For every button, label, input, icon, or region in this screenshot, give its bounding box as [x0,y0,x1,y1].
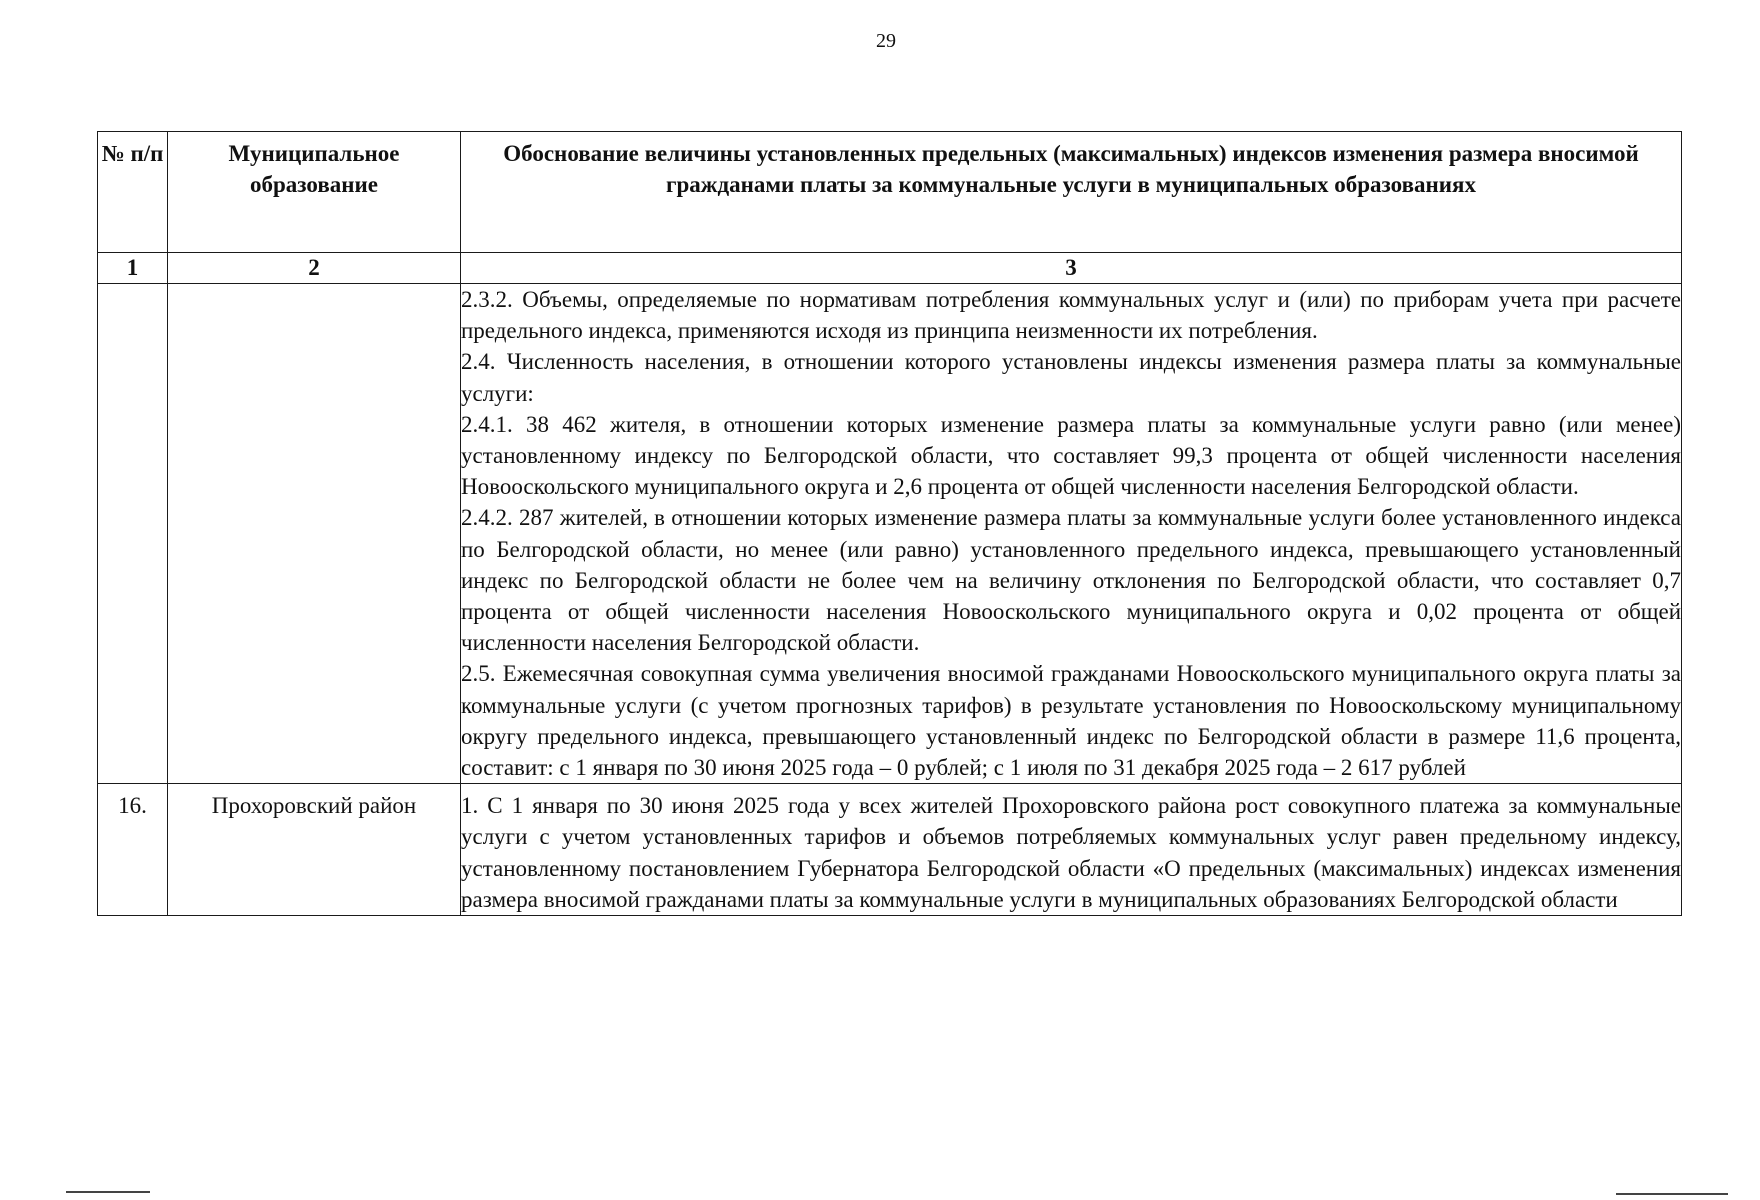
header-municipality: Муниципальное образование [168,132,461,253]
table-row [98,284,1682,784]
table-header-row [98,132,1682,253]
justification-table [97,131,1682,916]
column-index-1: 1 [98,253,168,284]
row-justification [461,284,1682,784]
page-number: 29 [876,30,896,52]
row-municipality [168,284,461,784]
row-number: 16. [98,784,168,916]
header-number: № п/п [98,132,168,253]
column-index-3: 3 [461,253,1682,284]
column-index-row [98,253,1682,284]
paragraph: 2.4.2. 287 жителей, в отношении которых изменение размера платы за коммунальные услуги более установленного индекса по Белгородской области, но менее (или равно) установленного предельного индекса, превышающего установленный индекс по Белгородской области не более чем на величину отклонения по Белгородской области, что составляет 0,7 процента от общей численности населения Новооскольского муниципального округа и 0,02 процента от общей численности населения Белгородской области. [461,505,1681,656]
scan-edge-line-right [1616,1193,1728,1195]
paragraph: 1. С 1 января по 30 июня 2025 года у всех жителей Прохоровского района рост совокупного платежа за коммунальные услуги с учетом установленных тарифов и объемов потребляемых коммунальных услуг равен предельному индексу, установленному постановлением Губернатора Белгородской области «О предельных (максимальных) индексах изменения размера вносимой гражданами платы за коммунальные услуги в муниципальных образованиях Белгородской области [461,793,1681,912]
paragraph: 2.3.2. Объемы, определяемые по нормативам потребления коммунальных услуг и (или) по приборам учета при расчете предельного индекса, применяются исходя из принципа неизменности их потребления. [461,287,1681,344]
row-municipality: Прохоровский район [168,784,461,916]
row-justification [461,784,1682,916]
paragraph: 2.4. Численность населения, в отношении которого установлены индексы изменения размера платы за коммунальные услуги: [461,349,1681,406]
column-index-2: 2 [168,253,461,284]
paragraph: 2.5. Ежемесячная совокупная сумма увеличения вносимой гражданами Новооскольского муниципального округа платы за коммунальные услуги (с учетом прогнозных тарифов) в результате установления по Новооскольскому муниципальному округу предельного индекса, превышающего установленный индекс по Белгородской области в размере 11,6 процента, составит: с 1 января по 30 июня 2025 года – 0 рублей; с 1 июля по 31 декабря 2025 года – 2 617 рублей [461,661,1681,781]
header-justification: Обоснование величины установленных предельных (максимальных) индексов изменения размера вносимой гражданами платы за коммунальные услуги в муниципальных образованиях [461,132,1682,253]
table-row [98,784,1682,916]
paragraph: 2.4.1. 38 462 жителя, в отношении которых изменение размера платы за коммунальные услуги равно (или менее) установленному индексу по Белгородской области, что составляет 99,3 процента от общей численности населения Новооскольского муниципального округа и 2,6 процента от общей численности населения Белгородской области. [461,411,1681,500]
scan-edge-line-left [66,1191,150,1193]
row-number [98,284,168,784]
